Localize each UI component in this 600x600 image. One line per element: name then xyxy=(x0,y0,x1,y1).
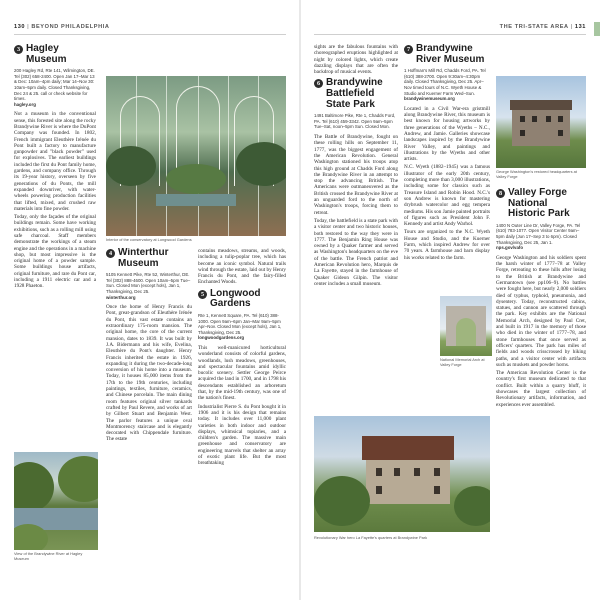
battlefield-paragraph: The Battle of Brandywine, fought on these rolling hills on September 11, 1777, was the biggest engagement of the American Revolution. General Washington stationed his troops atop this high ground at Chadds Ford along the Brandywine River in an attempt to stop the advancing British. The Americans were outmaneuvered as the British crossed the Brandywine River at an unguarded ford to the north of Washington's troops, forcing them to retreat. xyxy=(314,134,398,216)
valley-forge-heading xyxy=(496,188,586,220)
header-rule-right xyxy=(314,34,586,35)
map-marker-icon: 8 xyxy=(496,189,505,198)
page-number-right: 131 xyxy=(574,24,586,30)
hagley-info xyxy=(14,68,96,107)
hagley-paragraph: Today, only the façades of the original buildings remain. Some have working exhibitions, such as a rolling mill using safe charcoal. Staff members demonstrate the workings of a steam engine and the operations in a machine shop, but most impressive is the original home of a powder sample. Some buildings house artifacts, original furniture, and rare du Pont car, including a 1911 electric car and a 1928 Phaeton. xyxy=(14,214,96,290)
section-title-right: THE TRI-STATE AREA xyxy=(499,24,569,30)
hagley-paragraph: Not a museum in the conventional sense, this forested site along the rocky Brandywine River is where the DuPont Company was founded. In 1802, French immigrant Eleuthère Irénée du Pont built a factory to manufacture gunpowder and "black powder" used for explosives. The earliest buildings included the first du Pont family home, gardens, and company office. Through its 19-year history, overseen by five generations of du Ponts, the mill expanded downriver, with water-wheels powering production facilities that lifted, mixed, and crushed raw materials into fine powder. xyxy=(14,111,96,212)
battlefield-entry xyxy=(314,44,398,409)
page-number-left: 130 xyxy=(14,24,26,30)
brandywine-river-paragraph: Tours are organized to the N.C. Wyeth House and Studio, and the Kuerner Farm, which inspired Andrew for over 70 years. A farmhouse and barn display his works related to the farm. xyxy=(404,229,490,261)
valley-forge-info xyxy=(496,223,586,251)
hagley-entry xyxy=(14,44,96,459)
map-marker-icon: 7 xyxy=(404,45,413,54)
winterthur-heading xyxy=(106,248,192,269)
battlefield-info xyxy=(314,113,398,130)
brandywine-river-photo xyxy=(14,452,98,550)
river-caption: View of the Brandywine River at Hagley Museum xyxy=(14,551,83,561)
winterthur-paragraph: Once the home of Henry Francis du Pont, great-grandson of Eleuthère Irénée du Pont, this vast estate contains an extraordinary 175-room mansion. The original home, the core of the current mansion, dates to 1839. It was built by J.A. Bidermann and his wife, Evelina, Eleuthère du Pont's daughter. Henry Francis inherited the estate in 1926, expanding it during the two-decade-long conversion of his home into a museum. Today, it houses 85,000 items from the 17th to the 19th centuries, including paintings, textiles, furniture, ceramics, and Chinese porcelain. The main dining room features original silver tankards crafted by Paul Revere, and works of art by Gilbert Stuart and Benjamin West. The parlor features a unique oval Montmorency staircase and is elegantly decorated with Chippendale furniture. The estate xyxy=(106,304,192,443)
map-marker-icon: 5 xyxy=(198,290,207,299)
longwood-paragraph-cont: sights are the fabulous fountains with choreographed eruptions highlighted at night by colored lights, which create dazzling displays that are often the backdrop of musical events. xyxy=(314,44,398,76)
brandywine-river-website[interactable]: brandywinemuseum.org xyxy=(404,96,455,102)
battlefield-info-text: 1491 Baltimore Pike, Rte 1, Chadds Ford, PA. Tel (610) 459-3342. Open 9am–5pm Tue–Sat, noon–5pm Sun. Closed Mon. xyxy=(314,113,396,130)
winterthur-website[interactable]: winterthur.org xyxy=(106,294,136,300)
lafayette-caption: Revolutionary War hero La Fayette's quarters at Brandywine Park xyxy=(314,535,428,540)
conservatory-caption: Interior of the conservatory at Longwood Gardens xyxy=(106,237,192,242)
memorial-arch-photo xyxy=(440,296,492,356)
battlefield-paragraph: Today, the battlefield is a state park with a visitor center and two historic houses, both restored to the way they were in 1777. The Benjamin Ring House was owned by a Quaker farmer and served as Washington's headquarters on the eve of the battle. The French patriot and American Revolution hero, Marquis de La Fayette, stayed in the farmhouse of Quaker Gideon Gilpin. The visitor center includes a small museum. xyxy=(314,217,398,287)
map-marker-icon: 4 xyxy=(106,249,115,258)
winterthur-title: Winterthur Museum xyxy=(118,248,169,269)
battlefield-heading xyxy=(314,78,398,110)
arch-caption: National Memorial Arch at Valley Forge xyxy=(440,357,485,367)
brandywine-river-info-text: 1 Hoffman's Mill Rd, Chadds Ford, PA. Tel (610) 388-2700. Open 9:30am–4:30pm daily. Closed Thanksgiving, Dec 25. Apr–Nov timed tours of N.C. Wyeth House & Studio and Kuerner Farm Wed–Sun. xyxy=(404,68,486,96)
valley-forge-headquarters-photo xyxy=(496,76,586,168)
hagley-heading xyxy=(14,44,96,65)
winterthur-info-text: 5105 Kennett Pike, Rte 52, Winterthur, DE. Tel (302) 888-4600. Open 10am–5pm Tue–Sun. Closed Mon (except hols), Jan 1, Thanksgiving, Dec 25. xyxy=(106,272,191,294)
hagley-title: Hagley Museum xyxy=(26,44,67,65)
longwood-info xyxy=(198,313,286,341)
brandywine-river-paragraph: Located in a Civil War-era gristmill along Brandywine River, this museum is best known for housing artworks by three generations of the Wyeths – N.C., Andrew, and Jamie. Galleries showcase landscapes inspired by the Brandywine River Valley, and paintings and illustrations by the Wyeths and other artists. xyxy=(404,105,490,163)
running-head-right: THE TRI-STATE AREA | 131 xyxy=(499,24,586,30)
valley-forge-entry xyxy=(496,188,586,554)
header-rule-left xyxy=(14,34,286,35)
valley-forge-paragraph: The American Revolution Center is the country's first museum dedicated to that conflict. Built within a quarry bluff, it showcases the largest collection of Revolutionary artifacts, information, and experiences ever assembled. xyxy=(496,370,586,408)
longwood-title: Longwood Gardens xyxy=(210,287,261,310)
brandywine-river-info xyxy=(404,68,490,102)
brandywine-river-heading xyxy=(404,44,490,65)
longwood-info-text: Rte 1, Kennett Square, PA. Tel (610) 388-1000. Open 9am–6pm Jan–Mar 9am–5pm Apr–Nov. Closed Mon (except hols), Jan 1, Thanksgiving, Dec 25. xyxy=(198,312,282,335)
longwood-entry xyxy=(198,248,286,548)
valley-forge-paragraph: George Washington and his soldiers spent the harsh winter of 1777–78 at Valley Forge, retreating to these hills after losing to the British at Brandywine and Germantown (see pp106–9). No battles were fought here, but nearly 2,000 soldiers died of typhus, typhoid, pneumonia, and dysentery. Today, reconstructed cabins, statues, and cannon are scattered through the park. Key exhibits are the National Memorial Arch, designed by Paul Cret, and built in 1917 in the memory of those who died in the winter of 1777–78, and stone farmhouses that once served as officers' quarters. The park has miles of fields and woods crisscrossed by hiking paths, and a visitor center with artifacts such as muskets and powder horns. xyxy=(496,254,586,368)
winterthur-paragraph-cont: contains meadows, streams, and woods, including a tulip-poplar tree, which has become an iconic symbol. Natural trails wind through the estate, laid out by Henry Francis du Pont, and the fairy-filled Enchanted Woods. xyxy=(198,248,286,286)
running-head-left: 130 | BEYOND PHILADELPHIA xyxy=(14,24,110,30)
valley-forge-website[interactable]: nps.gov/vafo xyxy=(496,245,524,251)
winterthur-info xyxy=(106,272,192,300)
valley-forge-info-text: 1400 N Outer Line Dr, Valley Forge, PA. Tel (610) 783-1077. Open Visitor Center 9am–5pm daily (Jun 17–Sep 3 to 6pm). Closed Thanksgiving, Dec 25, Jan 1. xyxy=(496,222,581,245)
section-color-tab xyxy=(594,22,600,36)
longwood-website[interactable]: longwoodgardens.org xyxy=(198,335,245,341)
valley-forge-title: Valley Forge National Historic Park xyxy=(508,188,570,220)
hagley-website[interactable]: hagley.org xyxy=(14,101,36,107)
hq-caption: George Washington's restored headquarters at Valley Forge xyxy=(496,169,577,179)
brandywine-river-title: Brandywine River Museum xyxy=(416,44,485,65)
right-page xyxy=(300,0,600,600)
longwood-conservatory-photo xyxy=(106,76,286,236)
lafayette-quarters-photo xyxy=(314,416,490,532)
map-marker-icon: 6 xyxy=(314,79,323,88)
section-title-left: BEYOND PHILADELPHIA xyxy=(31,24,110,30)
longwood-heading xyxy=(198,289,286,310)
longwood-paragraph: Industrialist Pierre S. du Pont bought it in 1906 and it is his design that remains today. It includes over 11,000 plant varieties in both indoor and outdoor displays, whimsical topiaries, and a children's garden. The massive main greenhouse and conservatory are engineering marvels that shelter an array of exotic plant life. But the most breathtaking xyxy=(198,403,286,467)
winterthur-entry xyxy=(106,248,192,548)
map-marker-icon: 3 xyxy=(14,45,23,54)
brandywine-river-paragraph: N.C. Wyeth (1882–1945) was a famous illustrator of the early 20th century, completing more than 3,000 illustrations, including some for classics such as Treasure Island and Robin Hood. N.C.'s son Andrew is known for mastering drybrush watercolor and egg tempera mediums. His son Jamie painted portraits of figures such as President John F. Kennedy and artist Andy Warhol. xyxy=(404,164,490,228)
hagley-info-text: 200 Hagley Rd, Rte 141, Wilmington, DE. Tel (302) 658-2400. Open Jan 17–Mar 13 & Dec: 10am–4pm daily; Mar 14–Nov 30: 10am–5pm daily. Closed Thanksgiving, Dec 24 & 25. call or check website for times. xyxy=(14,68,95,102)
battlefield-title: Brandywine Battlefield State Park xyxy=(326,77,383,110)
longwood-paragraph: This well-manicured horticultural wonderland consists of colorful gardens, woodlands, lush meadows, greenhouses, and spectacular fountains amid idyllic bucolic scenery. Settler George Peirce acquired the land in 1700, and in 1798 his descendants established an arboretum that, by the mid-19th century, was one of the nation's finest. xyxy=(198,344,286,402)
